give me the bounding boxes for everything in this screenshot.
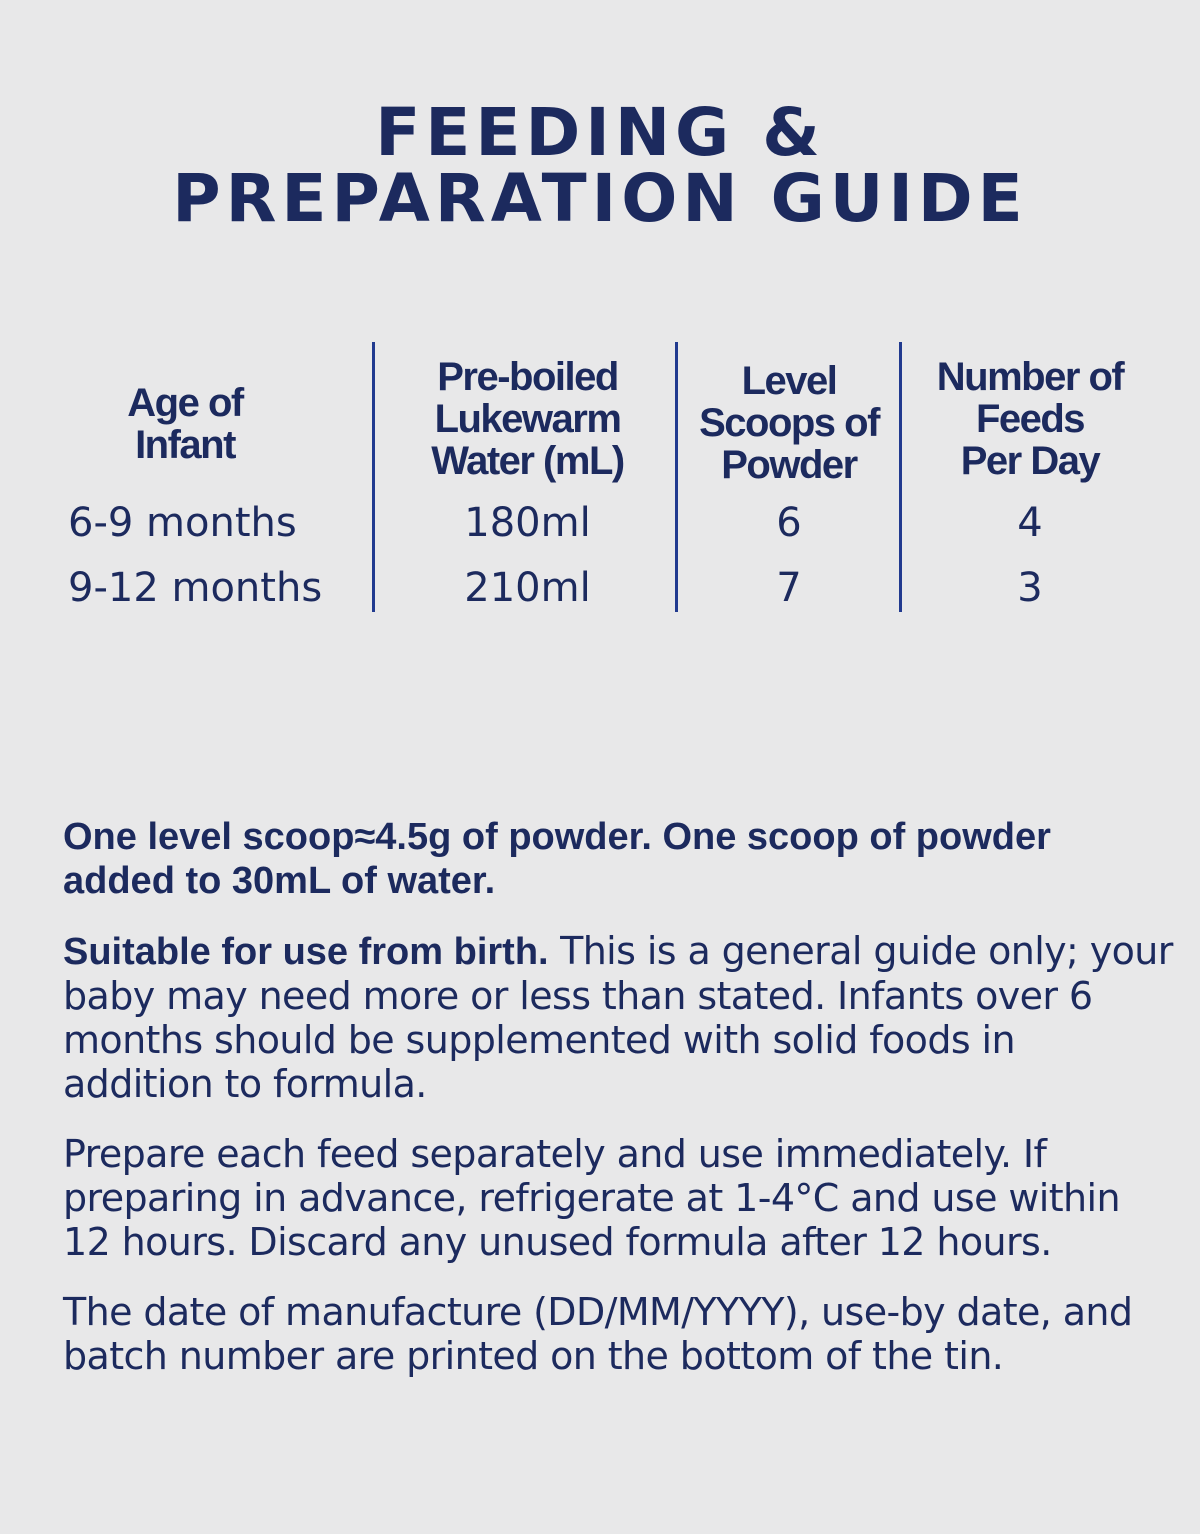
header-line: Infant <box>135 423 235 467</box>
table-cell-water: 210ml <box>464 565 591 611</box>
title-line-2: PREPARATION GUIDE <box>172 160 1028 237</box>
header-line: Powder <box>721 443 857 487</box>
header-water <box>390 356 665 482</box>
header-feeds-per-day <box>905 356 1155 482</box>
suitability-lead: Suitable for use from birth. <box>63 931 549 973</box>
header-line: Number of <box>936 355 1124 399</box>
scoop-note: One level scoop≈4.5g of powder. One scoop of powder added to 30mL of water. <box>63 816 1051 902</box>
header-line: Feeds <box>975 397 1085 441</box>
column-divider <box>372 342 375 612</box>
column-divider <box>899 342 902 612</box>
table-cell-feeds: 4 <box>1017 500 1043 546</box>
header-line: Level <box>741 359 837 403</box>
column-divider <box>675 342 678 612</box>
suitability-note <box>63 929 1173 1106</box>
preparation-note: Prepare each feed separately and use immediately. If preparing in advance, refrigerate at 1-4°C and use within 12 hours. Discard any unused formula after 12 hours. <box>63 1132 1120 1264</box>
table-cell-feeds: 3 <box>1017 565 1043 611</box>
page-title <box>0 94 1200 237</box>
suitability-text: This is a general guide only; your baby may need more or less than stated. Infants over 6 months should be supplemented with solid foods in addition to formula. <box>63 929 1173 1106</box>
header-scoops <box>680 360 898 486</box>
header-line: Per Day <box>960 439 1100 483</box>
table-cell-water: 180ml <box>464 500 591 546</box>
date-note: The date of manufacture (DD/MM/YYYY), use-by date, and batch number are printed on the bottom of the tin. <box>63 1290 1133 1378</box>
title-line-1: FEEDING & <box>375 94 825 171</box>
header-line: Scoops of <box>699 401 879 445</box>
table-cell-age: 6-9 months <box>68 500 297 546</box>
table-cell-age: 9-12 months <box>68 565 323 611</box>
table-cell-scoops: 7 <box>776 565 802 611</box>
notes-section <box>63 815 1173 1404</box>
header-age-of-infant <box>60 382 310 466</box>
header-line: Age of <box>127 381 243 425</box>
table-cell-scoops: 6 <box>776 500 802 546</box>
header-line: Pre-boiled <box>437 355 618 399</box>
header-line: Lukewarm <box>434 397 621 441</box>
header-line: Water (mL) <box>431 439 624 483</box>
